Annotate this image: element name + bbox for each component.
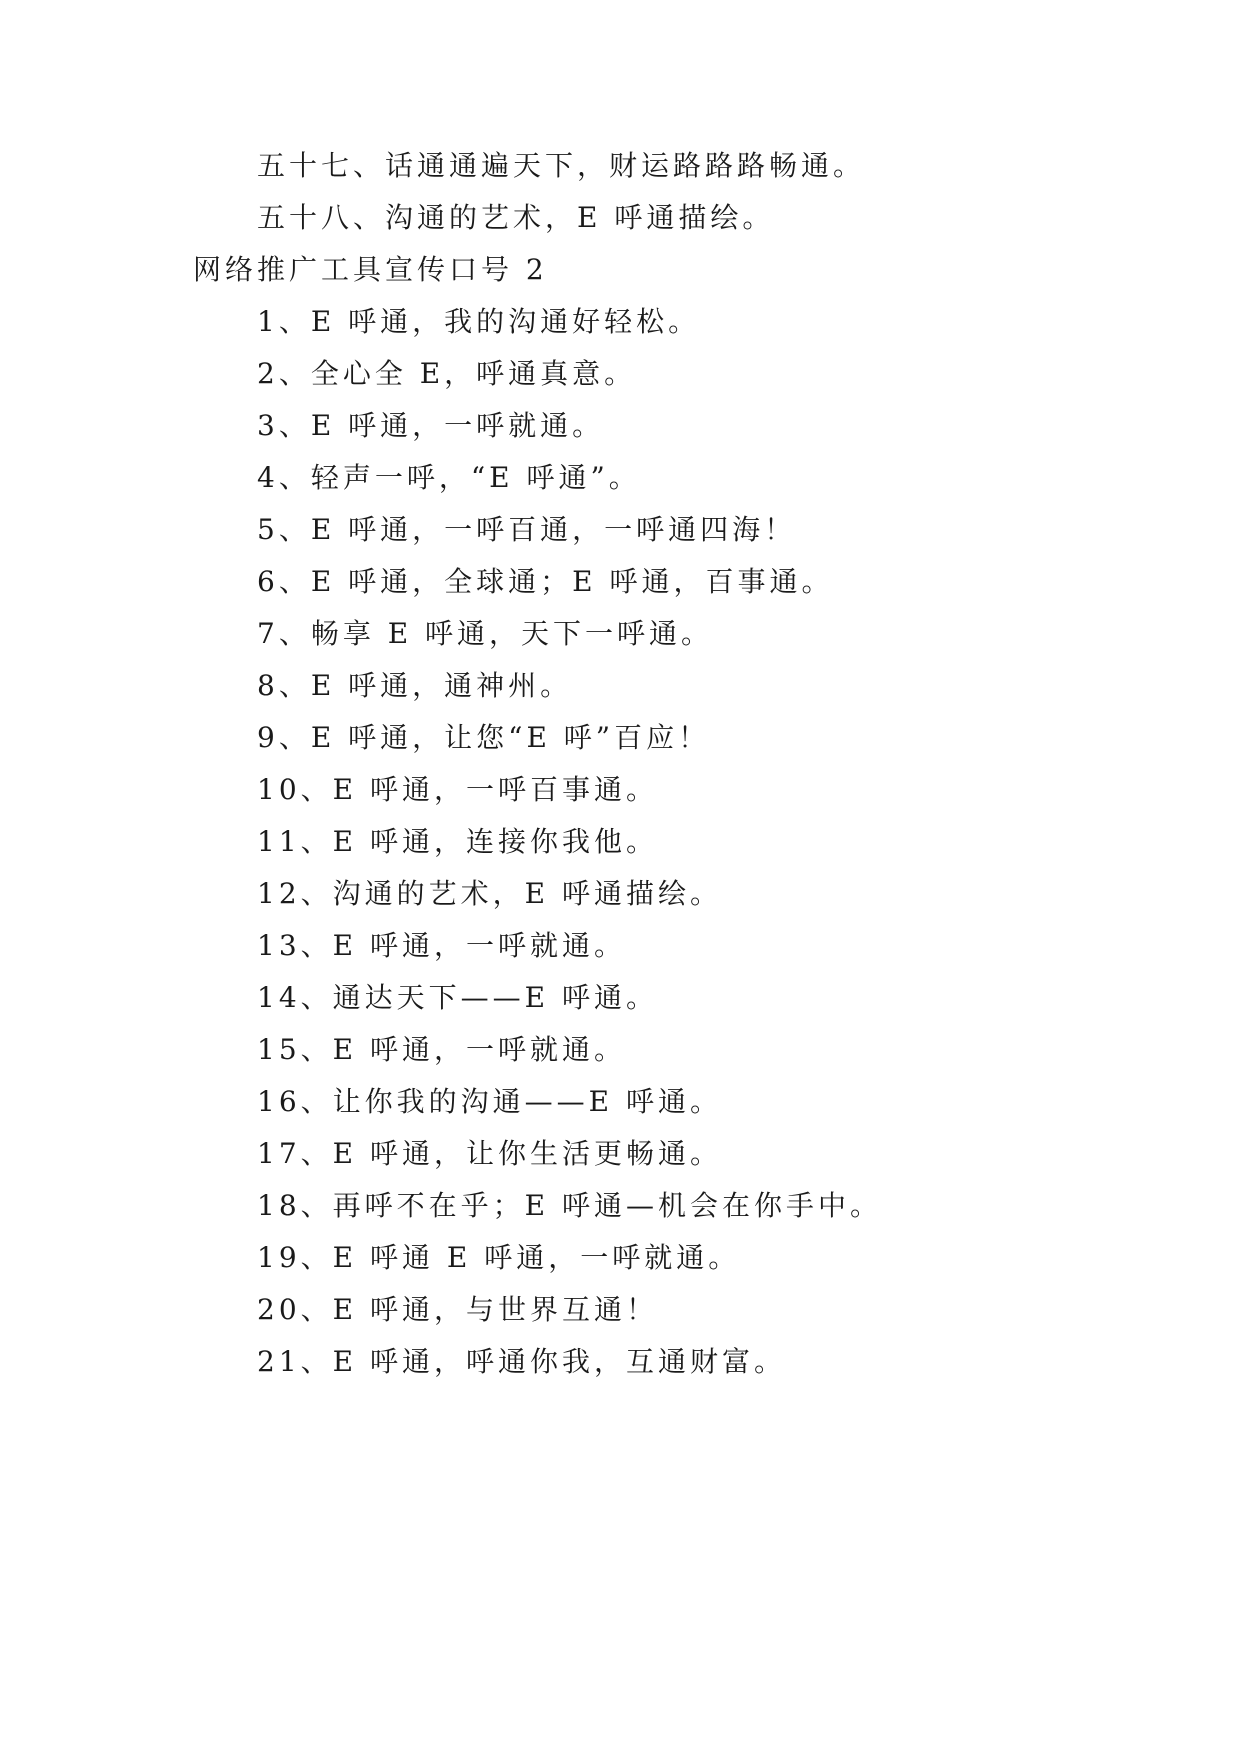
slogan-4: 4、轻声一呼，“E 呼通”。 (257, 461, 641, 494)
slogan-17: 17、E 呼通，让你生活更畅通。 (257, 1137, 722, 1170)
slogan-5: 5、E 呼通，一呼百通，一呼通四海！ (257, 513, 797, 546)
slogan-8: 8、E 呼通，通神州。 (257, 669, 573, 702)
slogan-3: 3、E 呼通，一呼就通。 (257, 409, 605, 442)
slogan-11: 11、E 呼通，连接你我他。 (257, 825, 658, 858)
slogan-6: 6、E 呼通，全球通；E 呼通，百事通。 (257, 565, 834, 598)
slogan-10: 10、E 呼通，一呼百事通。 (257, 773, 658, 806)
slogan-15: 15、E 呼通，一呼就通。 (257, 1033, 626, 1066)
slogan-12: 12、沟通的艺术，E 呼通描绘。 (257, 877, 722, 910)
slogan-19: 19、E 呼通 E 呼通，一呼就通。 (257, 1241, 741, 1274)
text-line-58: 五十八、沟通的艺术，E 呼通描绘。 (257, 201, 775, 234)
slogan-13: 13、E 呼通，一呼就通。 (257, 929, 626, 962)
text-line-57: 五十七、话通通遍天下，财运路路路畅通。 (257, 149, 866, 182)
slogan-7: 7、畅享 E 呼通，天下一呼通。 (257, 617, 714, 650)
section-title: 网络推广工具宣传口号 2 (193, 253, 548, 286)
slogan-2: 2、全心全 E，呼通真意。 (257, 357, 637, 390)
slogan-14: 14、通达天下——E 呼通。 (257, 981, 658, 1014)
slogan-21: 21、E 呼通，呼通你我，互通财富。 (257, 1345, 786, 1378)
slogan-1: 1、E 呼通，我的沟通好轻松。 (257, 305, 701, 338)
slogan-16: 16、让你我的沟通——E 呼通。 (257, 1085, 722, 1118)
slogan-9: 9、E 呼通，让您“E 呼”百应！ (257, 721, 711, 754)
slogan-20: 20、E 呼通，与世界互通！ (257, 1293, 658, 1326)
slogan-18: 18、再呼不在乎；E 呼通—机会在你手中。 (257, 1189, 882, 1222)
